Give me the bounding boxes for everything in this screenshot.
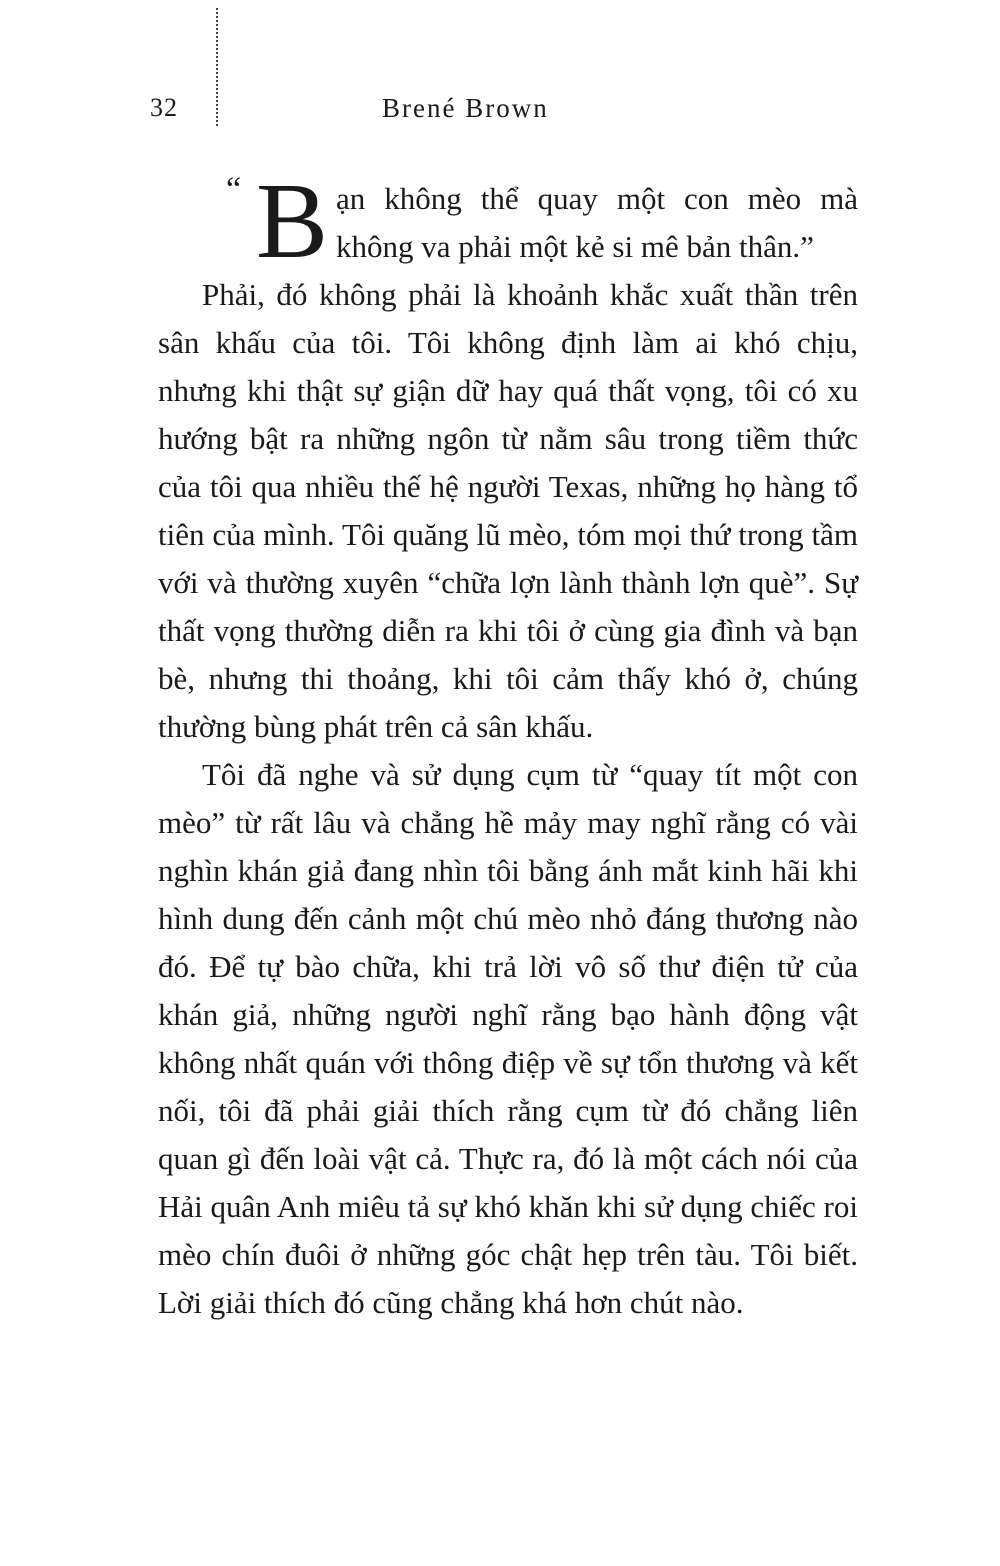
paragraph-2: Tôi đã nghe và sử dụng cụm từ “quay tít một con mèo” từ rất lâu và chẳng hề mảy may nghĩ rằng có vài nghìn khán giả đang nhìn tôi bằng ánh mắt kinh hãi khi hình dung đến cảnh một chú mèo nhỏ đáng thương nào đó. Để tự bào chữa, khi trả lời vô số thư điện tử của khán giả, những người nghĩ rằng bạo hành động vật không nhất quán với thông điệp về sự tổn thương và kết nối, tôi đã phải giải thích rằng cụm từ đó chẳng liên quan gì đến loài vật cả. Thực ra, đó là một cách nói của Hải quân Anh miêu tả sự khó khăn khi sử dụng chiếc roi mèo chín đuôi ở những góc chật hẹp trên tàu. Tôi biết. Lời giải thích đó cũng chẳng khá hơn chút nào. xyxy=(158,757,858,1320)
drop-cap: B xyxy=(256,162,329,281)
page-header xyxy=(150,88,549,128)
running-head: Brené Brown xyxy=(382,92,549,123)
body-text xyxy=(158,162,858,1327)
opening-quote-block xyxy=(158,162,858,281)
page-number: 32 xyxy=(150,93,178,122)
opening-quote-mark: “ xyxy=(226,171,242,208)
opening-quote-text: ạn không thể quay một con mèo mà không va phải một kẻ si mê bản thân.” xyxy=(336,181,858,264)
paragraph-1: Phải, đó không phải là khoảnh khắc xuất thần trên sân khấu của tôi. Tôi không định làm ai khó chịu, nhưng khi thật sự giận dữ hay quá thất vọng, tôi có xu hướng bật ra những ngôn từ nằm sâu trong tiềm thức của tôi qua nhiều thế hệ người Texas, những họ hàng tổ tiên của mình. Tôi quăng lũ mèo, tóm mọi thứ trong tầm với và thường xuyên “chữa lợn lành thành lợn què”. Sự thất vọng thường diễn ra khi tôi ở cùng gia đình và bạn bè, nhưng thi thoảng, khi tôi cảm thấy khó ở, chúng thường bùng phát trên cả sân khấu. xyxy=(158,277,858,744)
header-divider xyxy=(216,8,218,126)
